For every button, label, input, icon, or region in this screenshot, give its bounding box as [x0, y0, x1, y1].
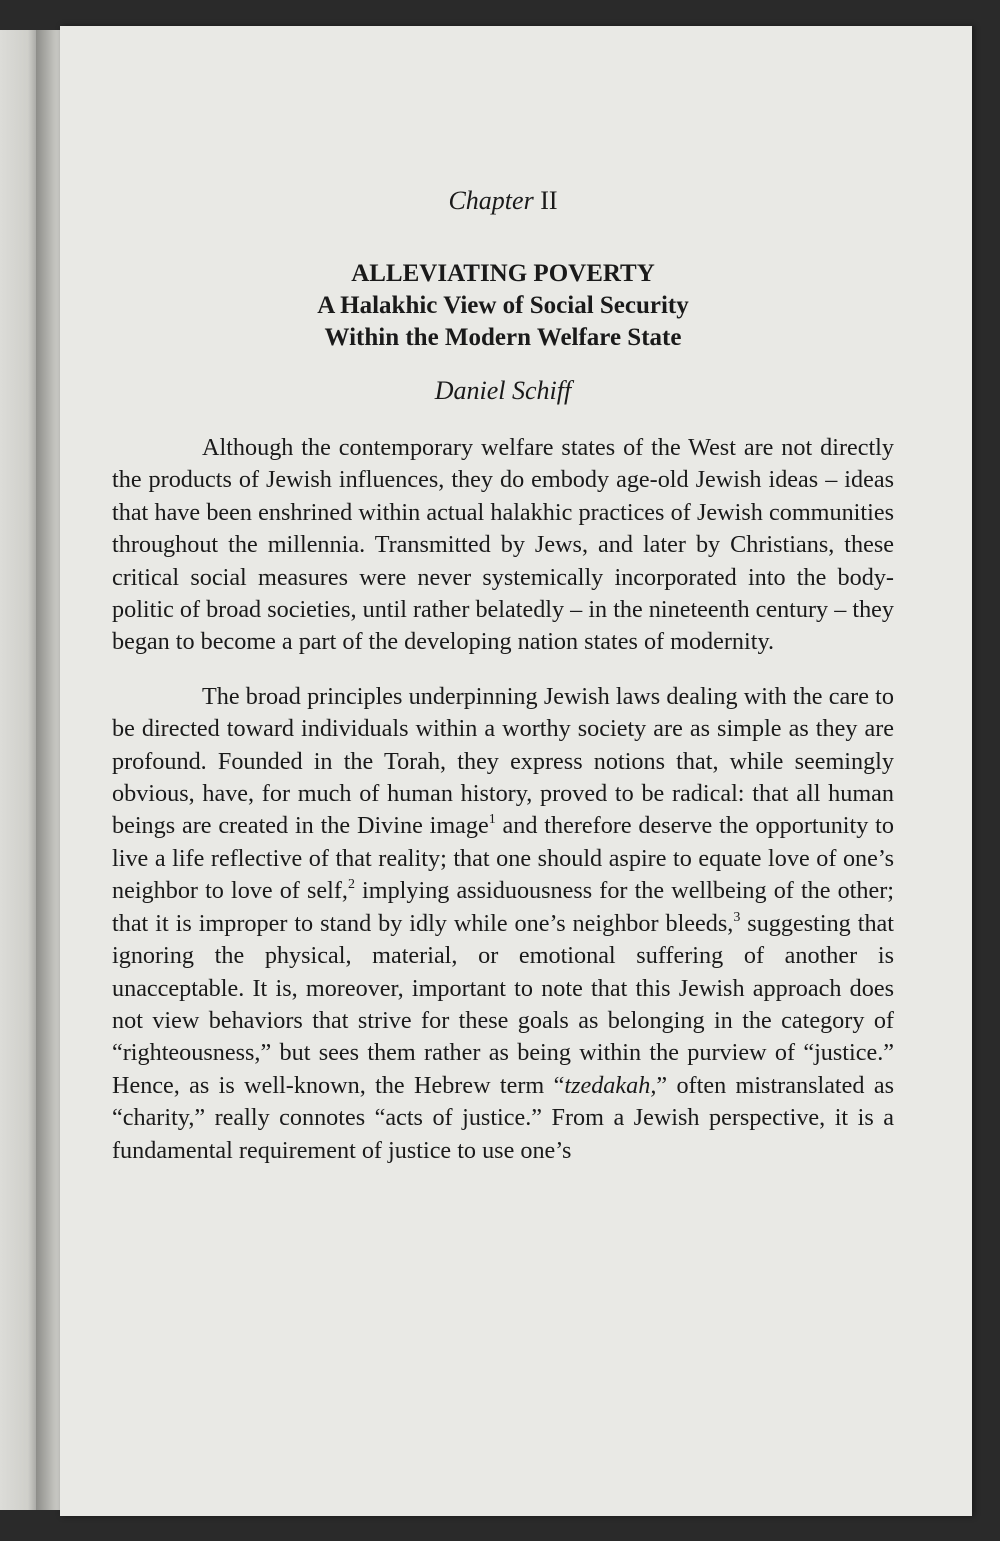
paragraph-1: Although the contemporary welfare states of the West are not directly the products of Jewish influences, they do embody age-old Jewish ideas – ideas that have been enshrined within actual halakhic practices of Jewish communities throughout the millennia. Transmitted by Jews, and later by Christians, these critical social measures were never systemically incorporated into the body-politic of broad societies, until rather belatedly – in the nineteenth century – they began to become a part of the developing nation states of modernity.	[112, 434, 894, 656]
footnote-marker-1: 1	[488, 812, 496, 828]
title-line-1: ALLEVIATING POVERTY	[351, 260, 655, 287]
chapter-label: Chapter	[448, 186, 534, 215]
hebrew-term: tzedakah,	[564, 1071, 657, 1099]
page-content	[112, 184, 894, 1167]
left-page-edge	[0, 30, 40, 1510]
title-line-2: A Halakhic View of Social Security	[317, 292, 689, 319]
paragraph-2-text-a: The broad principles underpinning Jewish laws dealing with the care to be directed toward individuals within a worthy society are as simple as they are profound. Founded in the Torah, they express notions that, while seemingly obvious, have, for much of human history, proved to be radical: that all human beings are created in the Divine image	[112, 682, 894, 840]
footnote-marker-2: 2	[347, 877, 355, 893]
title-line-3: Within the Modern Welfare State	[324, 324, 682, 351]
chapter-number: II	[540, 186, 558, 215]
paragraph-2-text-d: suggesting that ignoring the physical, material, or emotional suffering of another is unacceptable. It is, moreover, important to note that this Jewish approach does not view behaviors that strive for these goals as belonging in the category of “righteousness,” but sees them rather as being within the purview of “justice.” Hence, as is well-known, the Hebrew term “	[112, 909, 894, 1099]
paragraph-2	[112, 681, 894, 1167]
paragraph-2-text-c: implying assiduousness for the wellbeing of the other; that it is improper to stand by idly while one’s neighbor bleeds,	[112, 877, 894, 937]
footnote-marker-3: 3	[733, 909, 741, 925]
paragraph-2-text-b: and therefore deserve the opportunity to live a life reflective of that reality; that one should aspire to equate love of one’s neighbor to love of self,	[112, 812, 894, 905]
chapter-heading	[112, 184, 894, 218]
book-page	[60, 26, 972, 1516]
paragraph-2-text-e: ” often mistranslated as “charity,” really connotes “acts of justice.” From a Jewish perspective, it is a fundamental requirement of justice to use one’s	[112, 1071, 894, 1164]
author-name: Daniel Schiff	[434, 376, 572, 405]
